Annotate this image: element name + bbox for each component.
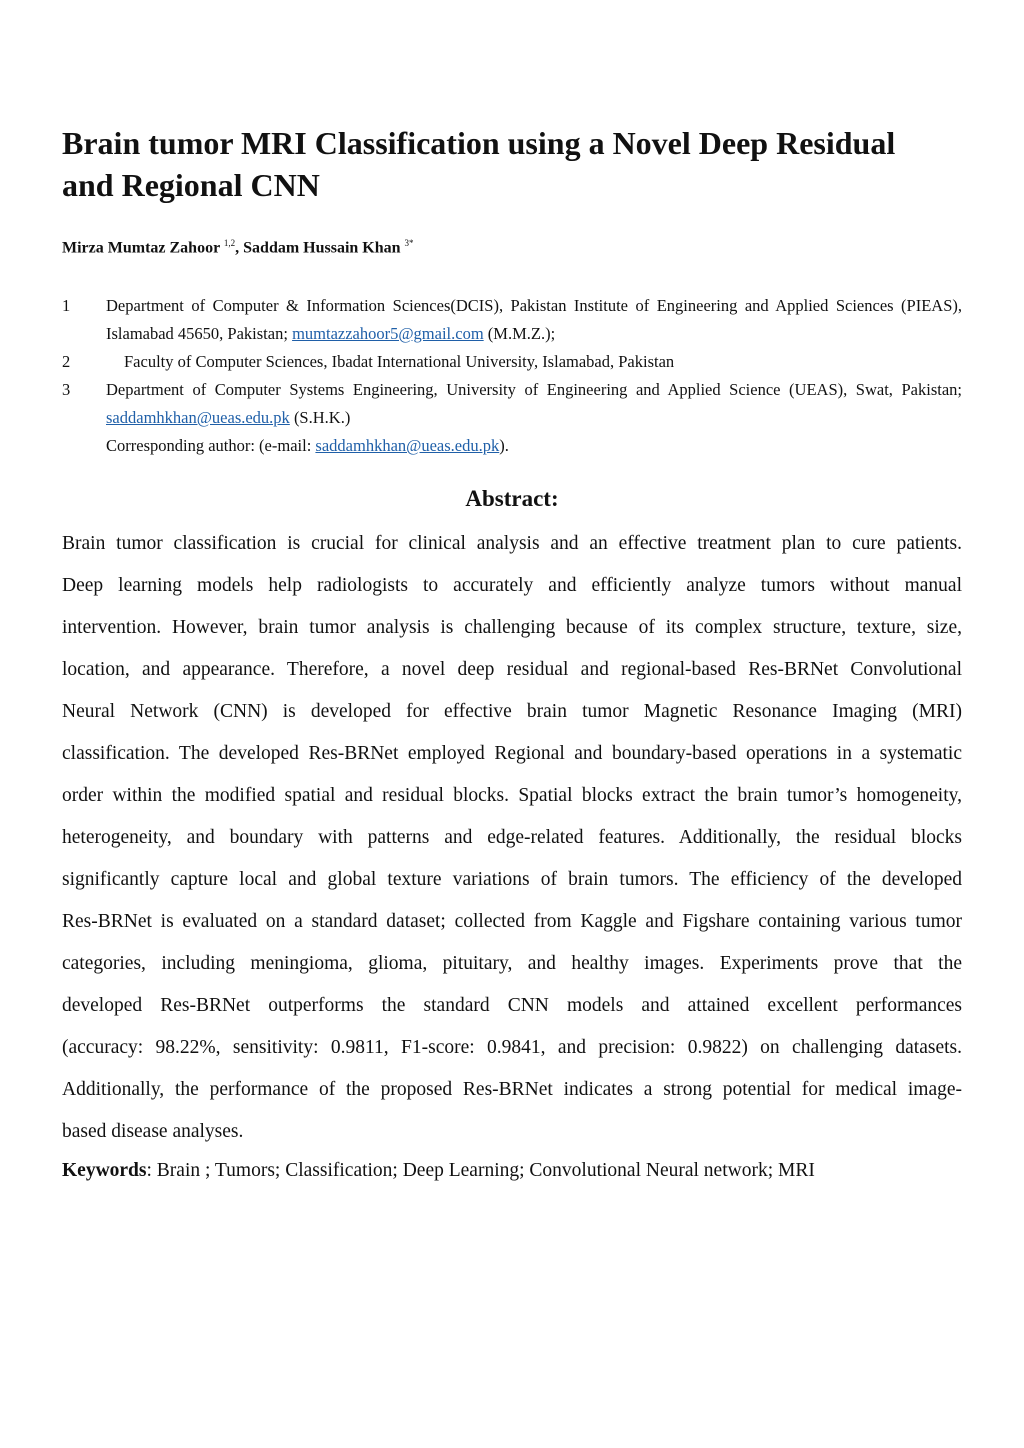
affiliation-text: Department of Computer & Information Sciences(DCIS), Pakistan Institute of Engineering and Applied Sciences (PIEAS), Islamabad 45650, Pakistan;: [106, 296, 962, 343]
abstract-line: location, and appearance. Therefore, a novel deep residual and regional-based Res-BRNet Convolutional: [62, 659, 962, 680]
affiliation-number: 1: [62, 296, 71, 315]
affiliation-item: [62, 376, 962, 432]
abstract-line: developed Res-BRNet outperforms the standard CNN models and attained excellent performances: [62, 995, 962, 1016]
abstract-line: intervention. However, brain tumor analysis is challenging because of its complex structure, texture, size,: [62, 617, 962, 638]
affiliations: [62, 292, 962, 460]
title-line: and Regional CNN: [62, 167, 320, 203]
corresponding-label: Corresponding author: (e-mail:: [106, 436, 312, 455]
affiliation-suffix: (S.H.K.): [293, 408, 351, 427]
affiliation-number: 3: [62, 380, 71, 399]
affiliation-text: Faculty of Computer Sciences, Ibadat International University, Islamabad, Pakistan: [124, 352, 675, 371]
abstract-line: Deep learning models help radiologists to accurately and efficiently analyze tumors without manual: [62, 575, 962, 596]
abstract-heading: Abstract:: [465, 486, 559, 511]
author-affiliation-mark: 1,2: [223, 238, 236, 248]
abstract-body: [62, 523, 962, 1153]
abstract-line: significantly capture local and global texture variations of brain tumors. The efficiency of the developed: [62, 869, 962, 890]
abstract-line: (accuracy: 98.22%, sensitivity: 0.9811, F1-score: 0.9841, and precision: 0.9822) on challenging datasets.: [62, 1037, 962, 1058]
author-name: Mirza Mumtaz Zahoor: [62, 239, 220, 257]
affiliation-text: Department of Computer Systems Engineering, University of Engineering and Applied Science (UEAS), Swat, Pakistan;: [106, 380, 962, 399]
abstract-line: Res-BRNet is evaluated on a standard dataset; collected from Kaggle and Figshare containing various tumor: [62, 911, 962, 932]
abstract-line: Additionally, the performance of the proposed Res-BRNet indicates a strong potential for medical image-: [62, 1079, 962, 1100]
corresponding-suffix: ).: [499, 436, 509, 455]
email-link[interactable]: saddamhkhan@ueas.edu.pk: [315, 436, 500, 455]
author-list: [62, 238, 414, 257]
abstract-line: Neural Network (CNN) is developed for effective brain tumor Magnetic Resonance Imaging (MRI): [62, 701, 962, 722]
author-affiliation-mark: 3*: [404, 238, 414, 248]
abstract-line: heterogeneity, and boundary with patterns and edge-related features. Additionally, the residual blocks: [62, 827, 962, 848]
affiliation-item: [62, 292, 962, 348]
title-line: Brain tumor MRI Classification using a Novel Deep Residual: [62, 125, 896, 161]
keywords: [62, 1160, 815, 1182]
corresponding-author: [62, 432, 962, 460]
author-separator: ,: [235, 239, 240, 257]
abstract-line: order within the modified spatial and residual blocks. Spatial blocks extract the brain tumor’s homogeneity,: [62, 785, 962, 806]
abstract-line: based disease analyses.: [62, 1121, 244, 1142]
affiliation-number: 2: [62, 352, 71, 371]
affiliation-suffix: (M.M.Z.);: [487, 324, 556, 343]
author-name: Saddam Hussain Khan: [243, 239, 401, 257]
abstract-line: Brain tumor classification is crucial for clinical analysis and an effective treatment plan to cure patients.: [62, 533, 962, 554]
paper-title: [62, 122, 962, 206]
email-link[interactable]: saddamhkhan@ueas.edu.pk: [106, 408, 290, 427]
keywords-text: : Brain ; Tumors; Classification; Deep Learning; Convolutional Neural network; MRI: [146, 1160, 815, 1181]
abstract-line: classification. The developed Res-BRNet employed Regional and boundary-based operations in a systematic: [62, 743, 962, 764]
affiliation-item: [62, 348, 962, 376]
abstract-line: categories, including meningioma, glioma, pituitary, and healthy images. Experiments prove that the: [62, 953, 962, 974]
keywords-label: Keywords: [62, 1160, 147, 1181]
email-link[interactable]: mumtazzahoor5@gmail.com: [292, 324, 484, 343]
